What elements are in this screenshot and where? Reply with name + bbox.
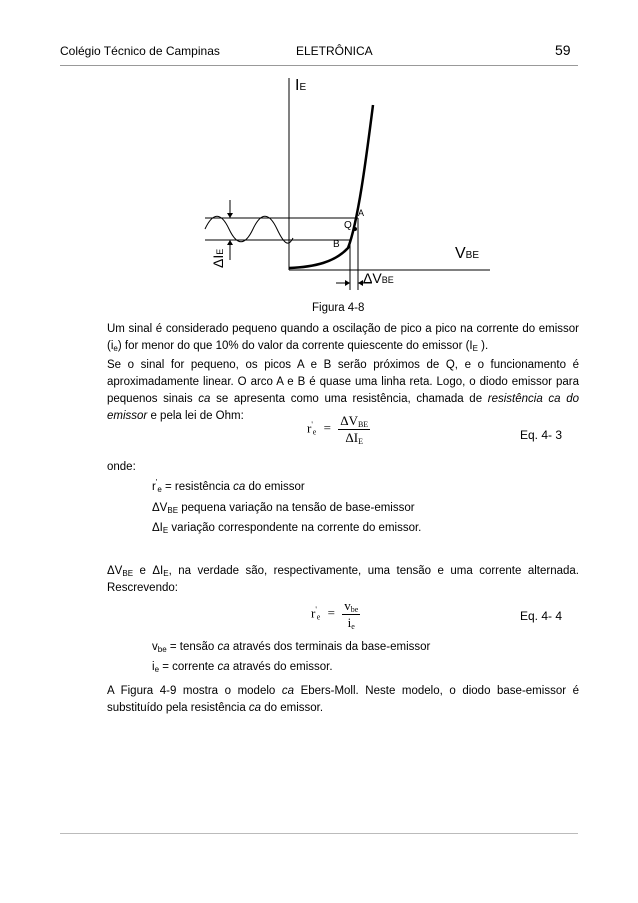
def-vbe: $v_{be}$ = tensão ca através dos terminais da base-emissor	[152, 641, 431, 654]
sine-wave	[205, 216, 293, 243]
diode-curve	[289, 105, 373, 268]
equation-4-4: $r'_e$ = $\frac{v_{be}}{i_e}$	[311, 598, 359, 631]
header-school: Colégio Técnico de Campinas	[60, 44, 220, 58]
label-point-b: B	[333, 239, 340, 250]
footer-rule	[60, 833, 578, 834]
dvbe-arrowhead-left	[345, 280, 350, 286]
header-subject: ELETRÔNICA	[296, 44, 373, 58]
figure-4-8	[0, 0, 638, 310]
figure-caption: Figura 4-8	[312, 302, 365, 314]
label-delta-ie: ΔIE	[210, 248, 226, 268]
axis-y-label: IE	[295, 77, 307, 94]
label-point-a: A	[358, 208, 365, 218]
def-ie: $i_e$ = corrente ca através do emissor.	[152, 661, 333, 674]
die-arrowhead-bottom	[227, 240, 233, 245]
paragraph-1: Um sinal é considerado pequeno quando a oscilação de pico a pico na corrente do emissor $(i_e)$ for menor do que 10% do valor da corrente quiescente do emissor ($I_E$ ).	[107, 323, 579, 353]
onde-label: onde:	[107, 461, 136, 473]
q-point	[353, 227, 357, 231]
def-re: $r'_e$ = resistência ca do emissor	[152, 478, 305, 494]
label-delta-vbe: ΔVBE	[363, 270, 394, 286]
eq3-fraction: $\frac{\Delta V_{BE}}{\Delta I_E}$	[340, 413, 369, 446]
def-die: $\Delta I_E$ variação correspondente na corrente do emissor.	[152, 522, 422, 535]
paragraph-4: A Figura 4-9 mostra o modelo ca Ebers-Moll. Neste modelo, o diodo base-emissor é substituído pela resistência ca do emissor.	[107, 685, 579, 714]
page-number: 59	[555, 42, 571, 58]
die-arrowhead-top	[227, 213, 233, 218]
eq3-label: Eq. 4- 3	[520, 428, 563, 442]
eq4-label: Eq. 4- 4	[520, 609, 563, 623]
eq4-fraction: $\frac{v_{be}}{i_e}$	[344, 598, 359, 631]
paragraph-3: $\Delta V_{BE}$ e $\Delta I_E$, na verdade são, respectivamente, uma tensão e uma corrente alternada. Rescrevendo:	[107, 565, 579, 594]
label-point-q: Q	[344, 220, 352, 231]
def-dvbe: $\Delta V_{BE}$ pequena variação na tensão de base-emissor	[152, 502, 415, 515]
axis-x-label: VBE	[455, 245, 480, 262]
paragraph-2: Se o sinal for pequeno, os picos A e B serão próximos de Q, e o funcionamento é aproximadamente linear. O arco A e B é quase uma linha reta. Logo, o diodo emissor para pequenos sinais ca se apresenta como uma resistência, chamada de resistência ca do emissor e pela lei de Ohm:	[107, 359, 579, 422]
equation-4-3: $r'_e$ = $\frac{\Delta V_{BE}}{\Delta I_E}$	[307, 413, 369, 446]
